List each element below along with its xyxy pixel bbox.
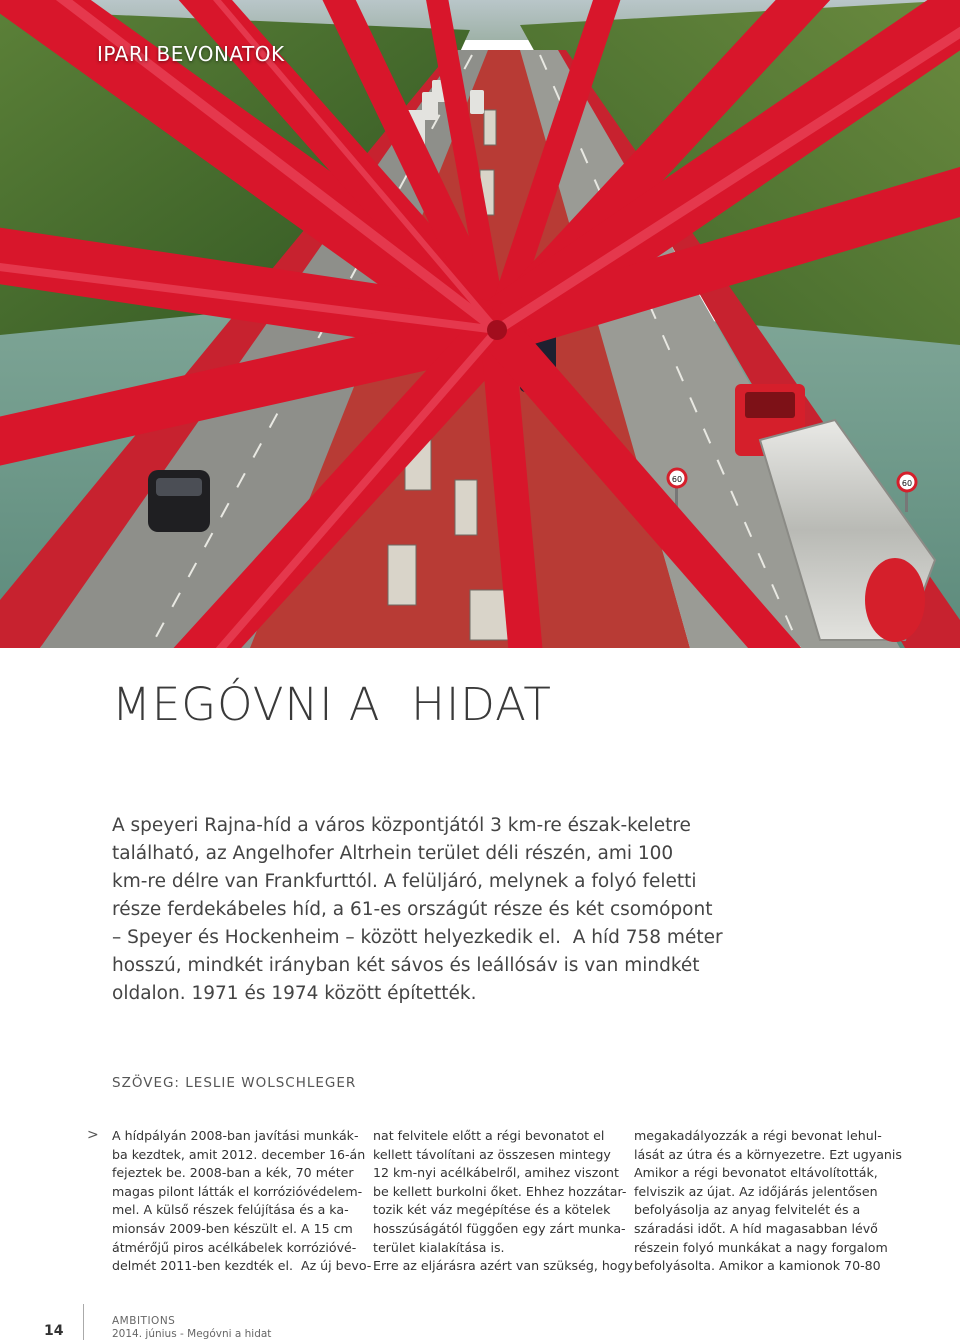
- arrow-icon: >: [87, 1127, 99, 1143]
- page-number: 14: [44, 1323, 64, 1339]
- body-column-2: nat felvitele előtt a régi bevonatot el kellett távolítani az összesen mintegy 12 km-nyi acélkábelről, amihez viszont be kellett burkolni őket. Ehhez hozzátar- tozik két váz megépítése és a kötelek hosszúságától függően egy zárt munka- terület kialakítása is. Erre az eljárásra azért van szükség, hogy: [373, 1128, 633, 1274]
- lead-paragraph: A speyeri Rajna-híd a város központjától 3 km-re észak-keletre található, az Angelhofer Altrhein terület déli részén, ami 100 km-re délre van Frankfurttól. A felüljáró, melynek a folyó feletti része ferdekábeles híd, a 61-es országút része és két csomópont – Speyer és Hockenheim – között helyezkedik el. A híd 758 méter hosszú, mindkét irányban két sávos és leállósáv is van mindkét oldalon. 1971 és 1974 között építették.: [112, 815, 723, 1004]
- section-label: IPARI BEVONATOK: [97, 42, 285, 66]
- bridge-illustration: [0, 0, 960, 648]
- article-title: MEGÓVNI A HIDAT: [112, 678, 552, 731]
- byline: SZÖVEG: LESLIE WOLSCHLEGER: [112, 1075, 357, 1091]
- footer-issue: 2014. június - Megóvni a hidat: [112, 1328, 272, 1340]
- body-column-3: megakadályozzák a régi bevonat lehul- lását az útra és a környezetre. Ezt ugyanis Amikor a régi bevonatot eltávolították, felviszik az újat. Az időjárás jelentősen befolyásolja az anyag felvitelét és a száradási időt. A híd magasabban lévő részein folyó munkákat a nagy forgalom befolyásolta. Amikor a kamionok 70-80: [634, 1128, 902, 1274]
- hero-photo: [0, 0, 960, 648]
- speed-sign-1-label: 60: [671, 475, 683, 484]
- cable-anchor: [487, 320, 507, 340]
- footer-brand: AMBITIONS: [112, 1315, 176, 1327]
- car-black: [148, 470, 210, 532]
- footer-divider: [83, 1304, 84, 1340]
- speed-sign-2-label: 60: [901, 479, 913, 488]
- body-column-1: A hídpályán 2008-ban javítási munkák- ba kezdtek, amit 2012. december 16-án fejeztek be. 2008-ban a kék, 70 méter magas pilont látták el korrózióvédelem- mel. A külső részek felújítása és a ka- mionsáv 2009-ben készült el. A 15 cm átmérőjű piros acélkábelek korrózióvé- delmét 2011-ben kezdték el. Az új bevo-: [112, 1128, 372, 1274]
